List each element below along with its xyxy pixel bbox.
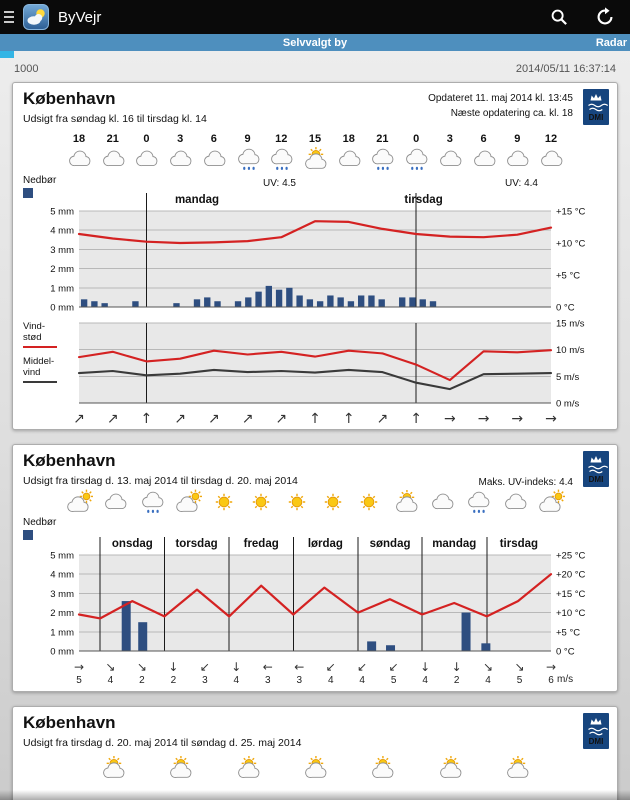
- wind-entry: [389, 661, 399, 686]
- sun-cloud-glyph: [503, 755, 531, 781]
- gust-label: Vind-stød: [23, 321, 46, 344]
- svg-text:+5 °C: +5 °C: [556, 627, 581, 639]
- svg-text:tirsdag: tirsdag: [404, 194, 443, 206]
- wind-entry: [137, 661, 147, 686]
- card-subtitle: Udsigt fra tirsdag d. 13. maj 2014 til tirsdag d. 20. maj 2014: [23, 475, 298, 487]
- sun-cloud-icon: [301, 146, 329, 172]
- wind-direction-arrow: ↘: [483, 660, 494, 674]
- forecast-card-48h: [12, 82, 618, 430]
- cloud-glyph: [470, 146, 498, 172]
- rain-glyph: [464, 489, 492, 515]
- sun-icon: [247, 489, 275, 515]
- svg-text:1 mm: 1 mm: [50, 627, 74, 639]
- wind-entry: [200, 661, 210, 686]
- wind-chart: [13, 317, 617, 409]
- svg-text:+10 °C: +10 °C: [556, 608, 586, 620]
- hour-label: 0: [143, 133, 150, 145]
- cloud-icon: [99, 146, 127, 172]
- wind-direction-arrow: ↑: [342, 411, 355, 427]
- sun-cloud-glyph: [436, 755, 464, 781]
- dmi-logo: [583, 451, 609, 487]
- svg-text:10 m/s: 10 m/s: [556, 345, 585, 357]
- app-title: ByVejr: [58, 8, 102, 26]
- hour-label: 18: [342, 133, 355, 145]
- sun-cloud-icon: [301, 755, 329, 781]
- uv-index-left: UV: 4.5: [263, 178, 296, 189]
- sun-cloud-glyph: [99, 755, 127, 781]
- sun-cloud-glyph: [368, 755, 396, 781]
- hour-label: 15: [308, 133, 322, 145]
- cloud-glyph: [335, 146, 363, 172]
- sun-cloud-icon: [392, 489, 420, 515]
- cloud-sun-glyph: [537, 489, 565, 515]
- cloud-sun-icon: [65, 489, 93, 515]
- wind-direction-arrow: ↗: [73, 411, 85, 427]
- wind-entry: [294, 661, 304, 686]
- wind-entry: [263, 661, 273, 686]
- mean-wind-label: Middel-vind: [23, 355, 55, 379]
- wind-direction-arrow: ↘: [514, 660, 525, 674]
- refresh-icon[interactable]: [594, 6, 616, 28]
- svg-text:0 mm: 0 mm: [50, 302, 74, 313]
- next-update: Næste opdatering ca. kl. 18: [450, 108, 573, 119]
- svg-text:5 mm: 5 mm: [50, 550, 74, 562]
- tab-selvvalgt-by[interactable]: Selvvalgt by: [282, 36, 348, 49]
- forecast-card-week: [12, 444, 618, 692]
- rain-glyph: [368, 146, 396, 172]
- wind-entry: [74, 661, 84, 686]
- sun-cloud-glyph: [392, 489, 420, 515]
- cloud-icon: [65, 146, 93, 172]
- dmi-glyph: [583, 713, 609, 749]
- wind-speed: 2: [139, 674, 145, 686]
- svg-text:1 mm: 1 mm: [50, 283, 74, 295]
- cloud-glyph: [65, 146, 93, 172]
- wind-speed: 2: [170, 674, 177, 686]
- wind-direction-arrow: ↓: [451, 660, 462, 674]
- cloud-icon: [470, 146, 498, 172]
- wind-direction-arrow: ↗: [241, 411, 254, 427]
- precip-label: Nedbør: [23, 517, 57, 528]
- cloud-icon: [335, 146, 363, 172]
- action-bar: [0, 0, 630, 34]
- wind-speed: 4: [422, 674, 428, 686]
- svg-text:0 mm: 0 mm: [50, 646, 74, 657]
- wind-direction-arrow: ↗: [275, 411, 288, 427]
- wind-direction-arrow: →: [443, 411, 456, 427]
- svg-text:torsdag: torsdag: [175, 538, 218, 550]
- cloud-icon: [101, 489, 129, 515]
- wind-direction-arrow: ↗: [376, 411, 389, 427]
- wind-speed: 4: [233, 674, 240, 686]
- hour-label: 6: [480, 133, 487, 145]
- sun-icon: [210, 489, 238, 515]
- wind-direction-arrow: →: [545, 660, 557, 674]
- hour-label: 9: [514, 133, 521, 145]
- cloud-glyph: [166, 146, 194, 172]
- wind-direction-arrow: ↑: [140, 411, 153, 427]
- wind-direction-arrow: ↑: [410, 411, 423, 427]
- rain-glyph: [138, 489, 166, 515]
- wind-direction-arrow: ↑: [309, 411, 321, 427]
- wind-entry: [483, 661, 493, 686]
- sun-glyph: [283, 489, 311, 515]
- wind-speed: 5: [76, 674, 82, 686]
- wind-direction-arrow: →: [73, 660, 85, 674]
- wind-entry: [231, 661, 241, 686]
- rain-icon: [402, 146, 430, 172]
- cloud-sun-glyph: [65, 489, 93, 515]
- wind-direction-arrow: ↘: [105, 660, 116, 674]
- svg-text:DMI: DMI: [588, 475, 604, 484]
- bottom-shadow: [0, 790, 630, 800]
- cloud-sun-icon: [174, 489, 202, 515]
- wind-entry: [420, 661, 430, 686]
- dmi-logo: [583, 89, 609, 125]
- sun-glyph: [355, 489, 383, 515]
- wind-speed: 4: [327, 674, 334, 686]
- cloud-icon: [503, 146, 531, 172]
- updated-at: Opdateret 11. maj 2014 kl. 13:45: [428, 93, 573, 104]
- rain-icon: [267, 146, 295, 172]
- rain-icon: [234, 146, 262, 172]
- card-title: København: [23, 713, 116, 732]
- svg-text:lørdag: lørdag: [307, 538, 343, 550]
- sun-cloud-icon: [368, 755, 396, 781]
- card-title: København: [23, 451, 116, 470]
- sun-cloud-icon: [436, 755, 464, 781]
- rain-icon: [464, 489, 492, 515]
- svg-text:mandag: mandag: [432, 538, 477, 550]
- wind-entry: [357, 661, 367, 686]
- sun-glyph: [319, 489, 347, 515]
- wind-direction-arrow: ↓: [168, 660, 179, 674]
- sun-icon: [319, 489, 347, 515]
- svg-text:+15 °C: +15 °C: [556, 588, 586, 600]
- sun-glyph: [210, 489, 238, 515]
- cloud-sun-glyph: [174, 489, 202, 515]
- svg-text:DMI: DMI: [588, 737, 604, 746]
- wind-speed: 6: [548, 674, 554, 686]
- svg-text:0 m/s: 0 m/s: [556, 398, 580, 409]
- hour-label: 21: [376, 133, 389, 145]
- rain-icon: [138, 489, 166, 515]
- wind-direction-arrow: ↗: [174, 411, 187, 427]
- rain-glyph: [267, 146, 295, 172]
- svg-text:+15 °C: +15 °C: [556, 206, 586, 218]
- uv-max-label: Maks. UV-indeks: 4.4: [478, 477, 573, 488]
- svg-text:0 °C: 0 °C: [556, 646, 575, 657]
- sun-cloud-icon: [166, 755, 194, 781]
- precip-label: Nedbør: [23, 175, 57, 186]
- svg-text:DMI: DMI: [588, 113, 604, 122]
- wind-direction-arrow: ←: [294, 660, 305, 674]
- forecast-list[interactable]: [0, 80, 630, 800]
- uv-max-info: [479, 475, 573, 490]
- cloud-glyph: [501, 489, 529, 515]
- wind-direction-arrow: ↘: [136, 660, 147, 674]
- wind-entry: [515, 661, 525, 686]
- wind-entry: [452, 661, 462, 686]
- card-subtitle: Udsigt fra søndag kl. 16 til tirsdag kl. 14: [23, 113, 207, 125]
- forecast-card-extended: [12, 706, 618, 800]
- cloud-glyph: [436, 146, 464, 172]
- menu-icon[interactable]: [2, 7, 16, 27]
- svg-text:15 m/s: 15 m/s: [556, 318, 585, 330]
- hour-label: 3: [177, 133, 184, 145]
- svg-text:søndag: søndag: [369, 538, 411, 550]
- hour-label: 12: [544, 133, 558, 145]
- search-icon[interactable]: [548, 6, 570, 28]
- pager-indicator: [0, 51, 14, 58]
- svg-text:+20 °C: +20 °C: [556, 569, 586, 581]
- timestamp: 2014/05/11 16:37:14: [515, 63, 616, 75]
- wind-direction-arrow: ↗: [207, 411, 220, 427]
- cloud-icon: [132, 146, 160, 172]
- dmi-glyph: [583, 89, 609, 125]
- svg-text:5 mm: 5 mm: [50, 206, 74, 218]
- wind-direction-arrow: ↗: [106, 411, 119, 427]
- cloud-glyph: [503, 146, 531, 172]
- rain-glyph: [234, 146, 262, 172]
- wind-unit-label: m/s: [557, 674, 574, 685]
- wind-direction-arrow: ←: [262, 660, 273, 674]
- sun-cloud-icon: [99, 755, 127, 781]
- cloud-icon: [501, 489, 529, 515]
- wind-entry: [105, 661, 115, 686]
- wind-direction-arrow: ↙: [357, 660, 368, 674]
- svg-text:5 m/s: 5 m/s: [556, 371, 580, 383]
- svg-text:onsdag: onsdag: [111, 538, 153, 550]
- hour-label: 18: [72, 133, 86, 145]
- cloud-glyph: [537, 146, 565, 172]
- svg-text:3 mm: 3 mm: [50, 588, 74, 600]
- cloud-glyph: [99, 146, 127, 172]
- wind-speed: 4: [107, 674, 114, 686]
- wind-direction-arrow: ↓: [231, 660, 242, 674]
- hour-label: 12: [275, 133, 288, 145]
- wind-speed: 4: [359, 674, 365, 686]
- cloud-glyph: [428, 489, 456, 515]
- svg-text:+25 °C: +25 °C: [556, 550, 586, 562]
- sun-cloud-glyph: [301, 755, 329, 781]
- cloud-icon: [436, 146, 464, 172]
- postal-code: 1000: [14, 63, 39, 75]
- wind-speed: 5: [390, 674, 397, 686]
- svg-text:tirsdag: tirsdag: [499, 538, 539, 550]
- status-row: [0, 58, 630, 80]
- wind-direction-arrow: ↓: [420, 660, 431, 674]
- hour-label: 21: [106, 133, 119, 145]
- sun-icon: [355, 489, 383, 515]
- svg-text:4 mm: 4 mm: [50, 225, 74, 237]
- week-temp-precip-chart: [13, 535, 617, 657]
- wind-speed: 3: [265, 674, 271, 686]
- svg-text:0 °C: 0 °C: [556, 302, 575, 313]
- wind-speed: 3: [202, 674, 208, 686]
- cloud-icon: [166, 146, 194, 172]
- cloud-icon: [537, 146, 565, 172]
- tab-bar: [0, 34, 630, 51]
- svg-text:4 mm: 4 mm: [50, 569, 74, 581]
- wind-direction-arrow: →: [477, 411, 490, 427]
- wind-entry: [326, 661, 336, 686]
- svg-text:+10 °C: +10 °C: [556, 238, 586, 250]
- hour-label: 9: [244, 133, 251, 145]
- svg-text:3 mm: 3 mm: [50, 244, 74, 256]
- wind-direction-arrow: ↙: [388, 660, 399, 674]
- wind-entry: [168, 661, 178, 686]
- sun-cloud-icon: [234, 755, 262, 781]
- wind-speed: 3: [296, 674, 303, 686]
- hour-label: 0: [413, 133, 420, 145]
- pager-indicator-strip: [0, 51, 630, 58]
- svg-text:2 mm: 2 mm: [50, 264, 74, 276]
- sun-cloud-glyph: [301, 146, 329, 172]
- wind-direction-arrow: ↙: [325, 660, 336, 674]
- cloud-glyph: [200, 146, 228, 172]
- cloud-glyph: [132, 146, 160, 172]
- app-icon: [23, 4, 49, 30]
- hour-label: 3: [446, 133, 453, 145]
- rain-glyph: [402, 146, 430, 172]
- uv-index-right: UV: 4.4: [505, 178, 538, 189]
- wind-speed: 2: [453, 674, 460, 686]
- wind-speed: 5: [516, 674, 523, 686]
- wind-entry: [546, 661, 556, 686]
- svg-text:mandag: mandag: [174, 194, 220, 206]
- card-title: København: [23, 89, 116, 108]
- wind-direction-arrow: ↙: [199, 660, 210, 674]
- svg-text:+5 °C: +5 °C: [556, 270, 581, 282]
- svg-text:2 mm: 2 mm: [50, 608, 74, 620]
- card-subtitle: Udsigt fra tirsdag d. 20. maj 2014 til søndag d. 25. maj 2014: [23, 737, 302, 749]
- cloud-glyph: [101, 489, 129, 515]
- cloud-icon: [200, 146, 228, 172]
- wind-speed: 4: [485, 674, 491, 686]
- rain-icon: [368, 146, 396, 172]
- wind-direction-arrow: →: [545, 411, 557, 427]
- hour-label: 6: [210, 133, 217, 145]
- sun-icon: [283, 489, 311, 515]
- wind-direction-arrow: →: [511, 411, 524, 427]
- dmi-logo: [583, 713, 609, 749]
- cloud-icon: [428, 489, 456, 515]
- tab-radar[interactable]: Radar: [595, 36, 627, 49]
- cloud-sun-icon: [537, 489, 565, 515]
- update-info: [428, 91, 573, 121]
- sun-glyph: [247, 489, 275, 515]
- sun-cloud-icon: [503, 755, 531, 781]
- action-buttons: [548, 6, 622, 28]
- dmi-glyph: [583, 451, 609, 487]
- sun-cloud-glyph: [234, 755, 262, 781]
- temp-precip-chart: [13, 191, 617, 313]
- svg-text:fredag: fredag: [243, 538, 279, 550]
- sun-cloud-glyph: [166, 755, 194, 781]
